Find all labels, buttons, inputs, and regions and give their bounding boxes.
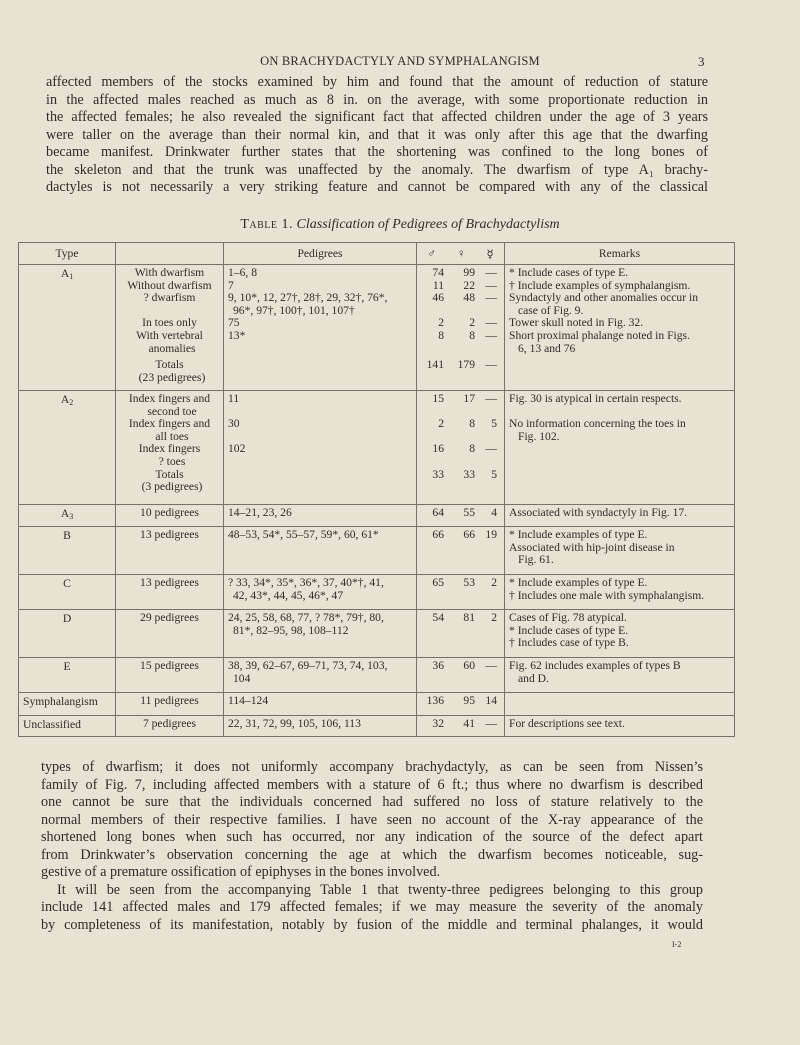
table-row (19, 265, 735, 391)
pedigrees-cell (224, 505, 417, 527)
female-symbol: ♀ (456, 246, 466, 260)
type-cell (19, 391, 116, 505)
female-count: 22 (463, 278, 475, 292)
type-label: A (60, 393, 70, 406)
counts-cell (417, 693, 505, 716)
text-line: normal members of their respective families. I have seen no account of the X-ray appearance of the (41, 811, 703, 828)
remarks-cell-line: Cases of Fig. 78 atypical. (509, 611, 627, 624)
female-count (444, 372, 475, 385)
hermaphrodite-count: 2 (491, 576, 497, 589)
pedigree-classification-table (18, 242, 735, 737)
header-pedigrees: Pedigrees (224, 243, 417, 265)
counts-line (417, 372, 504, 385)
running-title: ON BRACHYDACTYLY AND SYMPHALANGISM (260, 54, 540, 68)
female-count: 95 (463, 694, 475, 707)
remarks-cell-line (509, 443, 730, 456)
header-remarks: Remarks (505, 243, 735, 265)
male-count (417, 456, 444, 469)
description-cell-line: Index fingers (138, 442, 201, 456)
male-count: 66 (432, 528, 444, 541)
hermaphrodite-count: — (485, 659, 497, 672)
description-cell-line: 13 pedigrees (140, 528, 199, 541)
description-cell-line: second toe (147, 404, 197, 418)
female-count (444, 343, 475, 356)
pedigrees-cell-line: 7 (228, 278, 234, 292)
counts-line (417, 529, 504, 542)
counts-line (417, 469, 504, 482)
male-count: 54 (432, 611, 444, 624)
female-count: 41 (463, 717, 475, 730)
counts-line (417, 507, 504, 520)
pedigrees-cell-line (228, 359, 412, 372)
pedigrees-cell-line: 102 (228, 442, 246, 456)
counts-cell (417, 265, 505, 391)
female-count: 55 (463, 506, 475, 519)
body-paragraph-top (46, 74, 708, 197)
type-label: Unclassified (23, 718, 81, 731)
description-cell-line: 13 pedigrees (140, 576, 199, 589)
remarks-cell-line: 6, 13 and 76 (518, 341, 576, 355)
type-cell (19, 610, 116, 658)
type-label: C (63, 577, 71, 590)
description-cell-line: Totals (155, 467, 184, 481)
remarks-cell-line: Fig. 61. (518, 553, 554, 567)
remarks-cell (505, 693, 735, 716)
pedigrees-cell-line: 81*, 82–95, 98, 108–112 (233, 623, 349, 637)
remarks-cell-line: * Include examples of type E. (509, 576, 648, 589)
table-row (19, 391, 735, 505)
header-type: Type (19, 243, 116, 265)
remarks-cell-line (509, 456, 730, 469)
description-cell-line: (3 pedigrees) (141, 480, 203, 494)
female-count: 66 (463, 528, 475, 541)
female-count: 33 (463, 467, 475, 481)
male-count: 136 (426, 694, 444, 707)
male-count: 15 (432, 392, 444, 405)
counts-line (417, 418, 504, 431)
pedigrees-cell (224, 716, 417, 737)
counts-cell (417, 527, 505, 575)
counts-line (417, 393, 504, 406)
description-cell-line: 11 pedigrees (140, 694, 199, 707)
counts-line (417, 481, 504, 494)
description-cell-line: (23 pedigrees) (138, 370, 206, 384)
type-subscript: 3 (69, 512, 74, 521)
pedigrees-cell-line: 96*, 97†, 100†, 101, 107† (233, 303, 355, 317)
male-count: 8 (438, 328, 444, 342)
remarks-cell-line: Fig. 102. (518, 429, 560, 443)
text-line: the skeleton and that the trunk was unaffected by the anomaly. The dwarfism of type A₁ brachy- (46, 161, 708, 178)
pedigrees-cell-line: 48–53, 54*, 55–57, 59*, 60, 61* (228, 528, 379, 541)
hermaphrodite-symbol: ☿ (486, 247, 494, 261)
description-cell-line: 15 pedigrees (140, 659, 199, 672)
description-cell-line: With vertebral (136, 328, 203, 342)
pedigrees-cell-line: 114–124 (228, 694, 269, 707)
pedigrees-cell-line (228, 343, 412, 356)
pedigrees-cell-line (228, 456, 412, 469)
counts-cell (417, 575, 505, 610)
table-row (19, 658, 735, 693)
type-label: A (60, 267, 70, 280)
table-caption-title: Classification of Pedigrees of Brachydactylism (296, 217, 560, 232)
male-count: 46 (432, 291, 444, 305)
female-count: 53 (463, 576, 475, 589)
remarks-cell-line: Short proximal phalange noted in Figs. (509, 328, 690, 342)
text-line: one cannot be sure that the individuals concerned had suffered no loss of stature relatively to the (41, 794, 703, 810)
pedigrees-cell-line (228, 469, 412, 482)
remarks-cell-line: † Includes one male with symphalangism. (509, 588, 705, 602)
description-cell-line: In toes only (142, 316, 197, 330)
type-cell (19, 575, 116, 610)
remarks-cell-line: No information concerning the toes in (509, 417, 686, 431)
type-label: B (63, 529, 71, 542)
counts-line (417, 718, 504, 731)
female-count: 8 (469, 442, 475, 456)
description-cell (116, 575, 224, 610)
body-paragraph-bottom (41, 759, 703, 934)
male-count: 74 (432, 266, 444, 279)
table-caption-label: Table 1. (240, 217, 294, 232)
description-cell (116, 716, 224, 737)
pedigrees-cell (224, 265, 417, 391)
counts-line (417, 695, 504, 708)
pedigrees-cell-line: 38, 39, 62–67, 69–71, 73, 74, 103, (228, 659, 388, 672)
remarks-cell (505, 575, 735, 610)
description-cell-line: 10 pedigrees (140, 506, 199, 519)
remarks-cell (505, 505, 735, 527)
male-count (417, 372, 444, 385)
hermaphrodite-count: — (485, 291, 497, 305)
female-count (444, 481, 475, 494)
hermaphrodite-count: 2 (491, 611, 497, 624)
description-cell-line: Totals (155, 358, 184, 372)
text-line: dactyles is not necessarily a very striking feature and cannot be compared with any of the classical (46, 179, 708, 195)
male-count (417, 481, 444, 494)
counts-line (417, 660, 504, 673)
male-count: 33 (432, 467, 444, 481)
counts-line (417, 330, 504, 343)
hermaphrodite-count (475, 481, 497, 494)
hermaphrodite-count: — (485, 278, 497, 292)
text-line: It will be seen from the accompanying Table 1 that twenty-three pedigrees belonging to this group (57, 881, 703, 898)
signature-mark: I-2 (672, 940, 682, 949)
description-cell-line: ? toes (158, 454, 186, 468)
description-cell (116, 265, 224, 391)
remarks-cell-line: * Include examples of type E. (509, 528, 648, 541)
text-line: by completeness of its manifestation, notably by fusion of the middle and terminal phalanges, it would (41, 916, 703, 933)
pedigrees-cell-line: 14–21, 23, 26 (228, 506, 292, 519)
counts-line (417, 612, 504, 625)
hermaphrodite-count: 5 (491, 467, 497, 481)
pedigrees-cell (224, 693, 417, 716)
table-row (19, 693, 735, 716)
remarks-cell-line (509, 359, 730, 372)
male-count: 11 (432, 278, 444, 292)
female-count: 60 (463, 659, 475, 672)
hermaphrodite-count: — (485, 266, 497, 279)
type-label: D (62, 612, 72, 625)
male-count: 2 (438, 417, 444, 431)
remarks-cell-line: Fig. 62 includes examples of types B (509, 659, 681, 672)
table-header-row (19, 243, 735, 265)
description-cell-line: 29 pedigrees (140, 611, 199, 624)
hermaphrodite-count: 14 (485, 694, 497, 707)
female-count: 8 (469, 417, 475, 431)
counts-cell (417, 716, 505, 737)
text-line: the affected females; he also revealed the significant fact that affected children under the age of 3 years (46, 109, 708, 125)
type-cell (19, 693, 116, 716)
header-sex (417, 243, 505, 265)
description-cell-line: 7 pedigrees (142, 717, 197, 730)
pedigrees-cell (224, 391, 417, 505)
female-count: 81 (463, 611, 475, 624)
hermaphrodite-count: — (485, 717, 497, 730)
pedigrees-cell-line: 13* (228, 328, 246, 342)
remarks-cell-line: Tower skull noted in Fig. 32. (509, 316, 644, 330)
hermaphrodite-count: — (485, 316, 497, 330)
pedigrees-cell (224, 575, 417, 610)
female-count: 48 (463, 291, 475, 305)
female-count: 179 (457, 358, 475, 372)
text-line: family of Fig. 7, including affected members with a stature of 6 ft.; thus where no dwarfism is described (41, 776, 703, 793)
type-subscript: 2 (69, 398, 74, 407)
pedigrees-cell-line: 24, 25, 58, 68, 77, ? 78*, 79†, 80, (228, 611, 384, 624)
counts-cell (417, 658, 505, 693)
male-count: 65 (432, 576, 444, 589)
female-count: 17 (463, 392, 475, 405)
counts-cell (417, 610, 505, 658)
pedigrees-cell-line: 30 (228, 417, 240, 431)
male-count: 16 (432, 442, 444, 456)
hermaphrodite-count (475, 456, 497, 469)
table-caption (0, 217, 800, 233)
table-row (19, 527, 735, 575)
text-line: were taller on the average than their normal kin, and that it was only after this age that the dwarfing (46, 126, 708, 143)
text-line: affected members of the stocks examined by him and found that the amount of reduction of stature (46, 74, 708, 90)
counts-line (417, 359, 504, 372)
remarks-cell-line (509, 372, 730, 385)
female-count: 2 (469, 316, 475, 330)
type-cell (19, 716, 116, 737)
pedigrees-cell-line: 22, 31, 72, 99, 105, 106, 113 (228, 717, 361, 730)
counts-cell (417, 505, 505, 527)
remarks-cell (505, 658, 735, 693)
description-cell-line: Index fingers and (128, 392, 211, 405)
description-cell (116, 610, 224, 658)
male-count: 141 (426, 358, 444, 372)
pedigrees-cell-line (228, 406, 412, 419)
remarks-cell-line: Syndactyly and other anomalies occur in (509, 291, 698, 305)
remarks-cell (505, 265, 735, 391)
remarks-cell (505, 716, 735, 737)
description-cell (116, 693, 224, 716)
pedigrees-cell-line (228, 372, 412, 385)
pedigrees-cell-line: 75 (228, 316, 240, 330)
remarks-cell-line: † Includes case of type B. (509, 636, 629, 650)
type-cell (19, 265, 116, 391)
remarks-cell-line: * Include cases of type E. (509, 623, 629, 637)
male-count (417, 343, 444, 356)
remarks-cell-line (509, 469, 730, 482)
pedigrees-cell-line: 104 (233, 671, 251, 685)
pedigrees-cell-line: ? 33, 34*, 35*, 36*, 37, 40*†, 41, (228, 576, 384, 589)
female-count: 8 (469, 328, 475, 342)
description-cell (116, 658, 224, 693)
remarks-cell-line: * Include cases of type E. (509, 266, 629, 279)
remarks-cell-line: and D. (518, 671, 549, 685)
description-cell-line: all toes (155, 429, 189, 443)
description-cell-line: Without dwarfism (127, 278, 212, 292)
type-label: A (60, 507, 70, 520)
hermaphrodite-count: 19 (485, 528, 497, 541)
description-cell (116, 505, 224, 527)
remarks-cell (505, 527, 735, 575)
male-symbol: ♂ (427, 246, 437, 260)
counts-line (417, 577, 504, 590)
text-line: shortened long bones when such has occurred, nor any indication of the source of the defect apart (41, 829, 703, 845)
table-row (19, 505, 735, 527)
female-count: 99 (463, 266, 475, 279)
description-cell-line: ? dwarfism (143, 291, 196, 305)
hermaphrodite-count: — (485, 358, 497, 372)
remarks-cell (505, 391, 735, 505)
description-cell-line: anomalies (148, 341, 196, 355)
remarks-cell-line: For descriptions see text. (509, 717, 625, 730)
hermaphrodite-count: 4 (491, 506, 497, 519)
male-count: 36 (432, 659, 444, 672)
header-blank (116, 243, 224, 265)
pedigrees-cell (224, 610, 417, 658)
counts-line (417, 443, 504, 456)
type-label: Symphalangism (23, 695, 98, 708)
counts-line (417, 456, 504, 469)
text-line: types of dwarfism; it does not uniformly accompany brachydactyly, as can be seen from Nissen’s (41, 759, 703, 775)
type-subscript: 1 (69, 272, 74, 281)
table-row (19, 716, 735, 737)
remarks-cell-line (509, 481, 730, 494)
hermaphrodite-count: 5 (491, 417, 497, 431)
description-cell-line: Index fingers and (128, 417, 211, 431)
counts-line (417, 343, 504, 356)
pedigrees-cell (224, 527, 417, 575)
remarks-cell-line (509, 695, 730, 708)
remarks-cell-line: † Include examples of symphalangism. (509, 278, 691, 292)
remarks-cell-line: Associated with hip-joint disease in (509, 540, 675, 554)
pedigrees-cell-line: 9, 10*, 12, 27†, 28†, 29, 32†, 76*, (228, 291, 388, 305)
pedigrees-cell (224, 658, 417, 693)
pedigrees-cell-line (228, 481, 412, 494)
text-line: gestive of a premature ossification of epiphyses in the bones involved. (41, 864, 441, 880)
remarks-cell-line: Associated with syndactyly in Fig. 17. (509, 506, 688, 519)
counts-line (417, 267, 504, 280)
male-count: 32 (432, 717, 444, 730)
description-cell (116, 391, 224, 505)
counts-cell (417, 391, 505, 505)
pedigrees-cell-line (228, 431, 412, 444)
table-row (19, 575, 735, 610)
type-label: E (63, 660, 71, 673)
hermaphrodite-count: — (485, 392, 497, 405)
pedigrees-cell-line: 11 (228, 392, 240, 405)
hermaphrodite-count (475, 343, 497, 356)
text-line: in the affected males reached as much as 8 in. on the average, with some proportionate reduction in (46, 91, 708, 108)
table-row (19, 610, 735, 658)
female-count (444, 456, 475, 469)
description-cell-line: With dwarfism (134, 266, 205, 279)
text-line: became manifest. Drinkwater further states that the shortening was confined to the long bones of (46, 144, 708, 160)
description-cell (116, 527, 224, 575)
type-cell (19, 505, 116, 527)
text-line: include 141 affected males and 179 affected females; if we may measure the severity of the anomaly (41, 899, 703, 915)
page-number: 3 (698, 54, 705, 69)
hermaphrodite-count: — (485, 442, 497, 456)
male-count: 64 (432, 506, 444, 519)
remarks-cell-line: case of Fig. 9. (518, 303, 584, 317)
counts-line (417, 292, 504, 305)
type-cell (19, 658, 116, 693)
hermaphrodite-count: — (485, 328, 497, 342)
pedigrees-cell-line: 42, 43*, 44, 45, 46*, 47 (233, 588, 344, 602)
remarks-cell (505, 610, 735, 658)
pedigrees-cell-line: 1–6, 8 (228, 266, 257, 279)
hermaphrodite-count (475, 372, 497, 385)
male-count: 2 (438, 316, 444, 330)
text-line: from Drinkwater’s observation concerning the age at which the dwarfism becomes noticeable, sug- (41, 846, 703, 863)
remarks-cell-line: Fig. 30 is atypical in certain respects. (509, 392, 682, 405)
type-cell (19, 527, 116, 575)
